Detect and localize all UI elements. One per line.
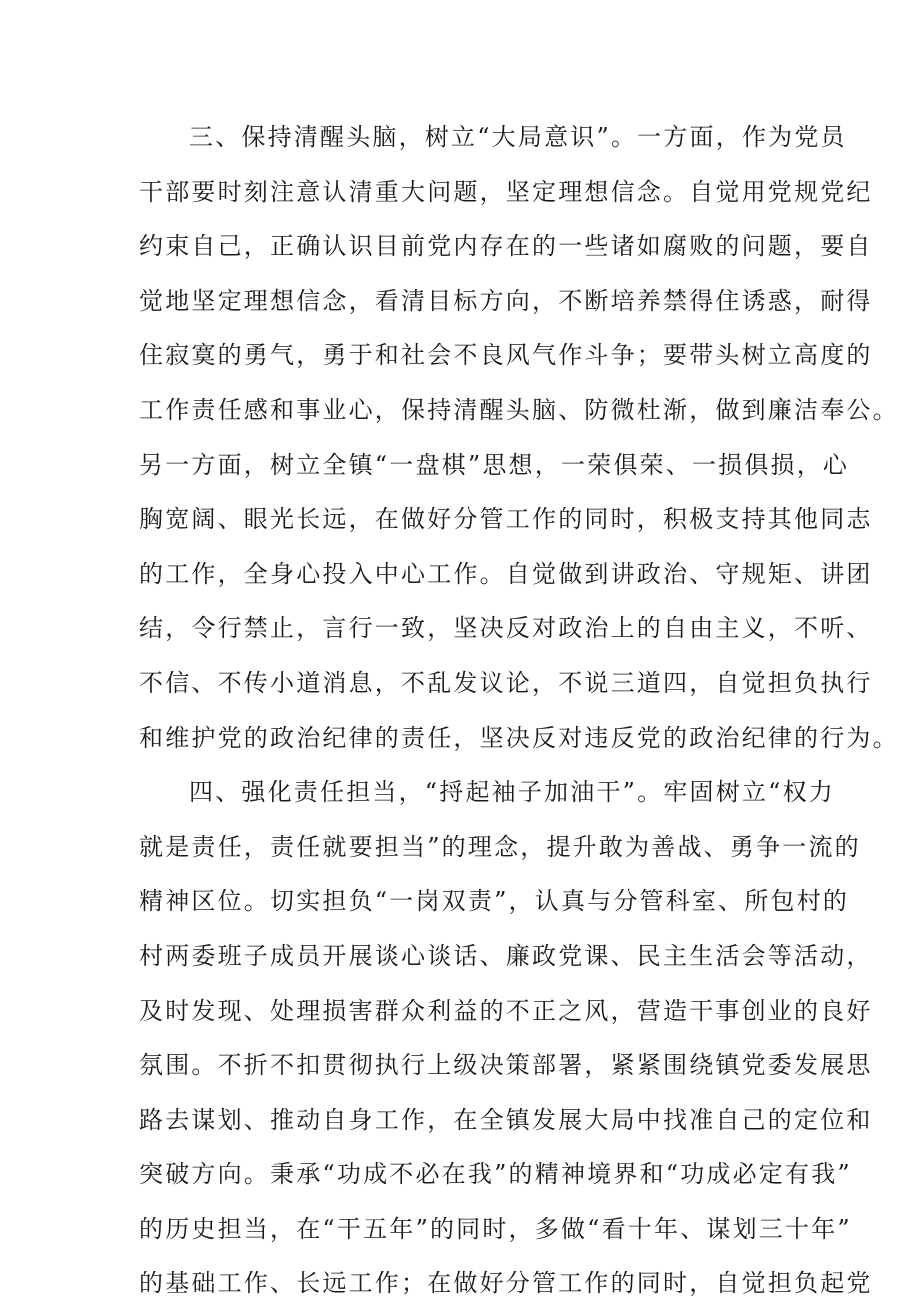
text-line: 氛围。不折不扣贯彻执行上级决策部署，紧紧围绕镇党委发展思 [139, 1051, 873, 1080]
text-line: 约束自己，正确认识目前党内存在的一些诸如腐败的问题，要自 [139, 232, 873, 261]
text-line: 三、保持清醒头脑，树立“大局意识”。一方面，作为党员 [189, 123, 847, 151]
text-line: 就是责任，责任就要担当”的理念，提升敢为善战、勇争一流的 [139, 832, 861, 861]
text-line: 的基础工作、长远工作；在做好分管工作的同时，自觉担负起党 [139, 1269, 873, 1298]
text-line: 突破方向。秉承“功成不必在我”的精神境界和“功成必定有我” [139, 1160, 852, 1189]
text-line: 胸宽阔、眼光长远，在做好分管工作的同时，积极支持其他同志 [139, 505, 873, 534]
text-line: 路去谋划、推动自身工作，在全镇发展大局中找准自己的定位和 [139, 1105, 873, 1134]
text-line: 的历史担当，在“干五年”的同时，多做“看十年、谋划三十年” [139, 1214, 852, 1243]
text-line: 另一方面，树立全镇“一盘棋”思想，一荣俱荣、一损俱损，心 [139, 450, 850, 479]
document-body [139, 110, 899, 1311]
text-line: 村两委班子成员开展谈心谈话、廉政党课、民主生活会等活动， [139, 941, 873, 970]
text-line: 四、强化责任担当，“捋起袖子加油干”。牢固树立“权力 [189, 778, 836, 807]
text-line: 及时发现、处理损害群众利益的不正之风，营造干事创业的良好 [139, 996, 873, 1025]
text-line: 的工作，全身心投入中心工作。自觉做到讲政治、守规矩、讲团 [139, 559, 873, 588]
text-line: 精神区位。切实担负“一岗双责”，认真与分管科室、所包村的 [139, 887, 850, 916]
text-line: 结，令行禁止，言行一致，坚决反对政治上的自由主义，不听、 [139, 614, 873, 643]
text-line: 住寂寞的勇气，勇于和社会不良风气作斗争；要带头树立高度的 [139, 341, 873, 370]
text-line: 干部要时刻注意认清重大问题，坚定理想信念。自觉用党规党纪 [139, 177, 873, 206]
text-line: 觉地坚定理想信念，看清目标方向，不断培养禁得住诱惑，耐得 [139, 286, 873, 315]
text-line: 和维护党的政治纪律的责任，坚决反对违反党的政治纪律的行为。 [139, 723, 899, 752]
text-line: 工作责任感和事业心，保持清醒头脑、防微杜渐，做到廉洁奉公。 [139, 395, 899, 424]
text-line: 不信、不传小道消息，不乱发议论，不说三道四，自觉担负执行 [139, 668, 873, 697]
